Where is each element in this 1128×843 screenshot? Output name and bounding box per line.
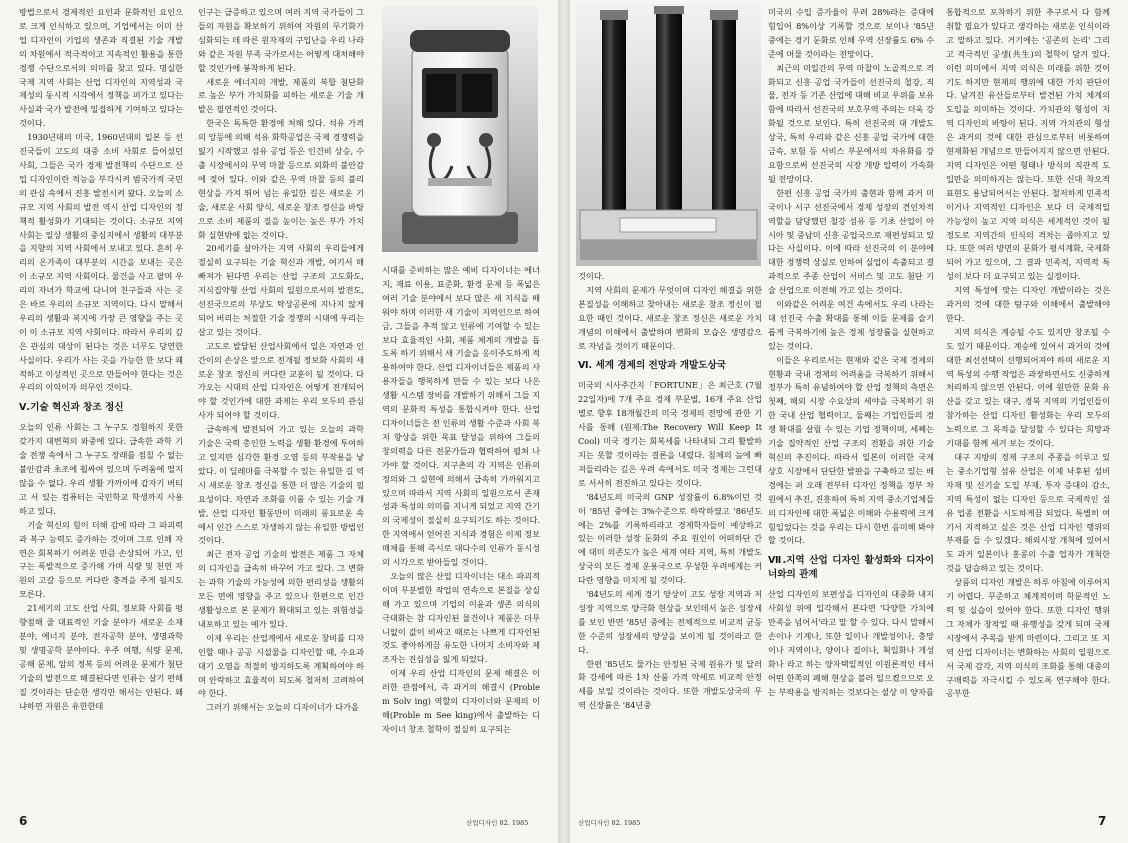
- paragraph: 지역 사회의 문제가 무엇이며 디자인 해결을 위한 본질성을 이해하고 찾아내는 새로운 창조 정신이 필요한 때인 것이다. 새로운 창조 정신은 새로운 가치 개념의 이해에서 출발하며 변화의 모습은 생명감으로 자넘을 것이기 때문이다.: [578, 284, 762, 351]
- right-col-1-top-paras: [578, 270, 762, 353]
- paragraph: 새로운 에너지의 개발, 제품의 복합 첨단화로 높은 부가 가치화를 피하는 새로운 기술 개발은 필연적인 것이다.: [198, 76, 364, 115]
- paragraph: 한국은 독특한 환경에 처해 있다. 석유 가격의 앙등에 의해 석유 화학공업은 국제 경쟁력을 잃기 시작했고 섬유 공업 등은 인건비 상승, 수출 시장에서의 무역 마찰 등으로 외화의 불안감에 젖어 있다. 이와 같은 무역 마찰 등의 불리 현상을 가져 뛰어 넘는 유일한 길은 새로운 기술, 새로운 사회 양식, 새로운 창조 정신을 바탕으로 소비 제품의 질을 높이는 높은 부가 가치화 실현밖에 없는 것이다.: [198, 118, 364, 240]
- gas-pump-illustration: [382, 6, 538, 252]
- paragraph: 산업 디자인의 보편성을 디자인의 대중화 내지 사회성 위에 입각해서 본다면 '다양한 가치에 만족을 넘어서'라고 말 할 수 있다. 다시 말해서 손이나 기계나, 또한 일이나 개발성이나, 충망이나 지역이나, 양이나 질이나, 획일화나 개성화나 라고 하는 양자택일적인 이원론적인 테서 어떤 한쪽의 폐해 현상을 볼러 일으켰으므로 오는 부작용을 방지하는 것보다는 설상 이 양자를: [768, 589, 934, 697]
- paragraph: 오늘의 많은 산업 디자이너는 대소 파괴적이며 무분별한 작업의 연속으로 본질을 상실해 가고 있으며 기업의 이윤과 생존 의식의 극대화는 참 디자인된 물건이나 제품은 더무니없이 값이 비싸고 때로는 나쁘게 디자인된 것도 좋아하게끔 유도한 나머지 소비자와 제조자는 진심성을 잃게 되었다.: [382, 570, 540, 665]
- right-page: [570, 0, 1128, 843]
- paragraph: 고도로 발달된 산업사회에서 일은 자연과 인간이의 손상은 앞으로 전개될 정보화 사회의 새로운 창조 정신의 커다란 교훈이 될 것이다. 다가오는 시대의 산업 디자인은 어떻게 전개되어야 할 것인가에 대한 과제는 우리 모두의 관심사가 되어야 할 것이다.: [198, 340, 364, 421]
- left-col-1-paras-2: [19, 421, 183, 713]
- paragraph: 이제 우리 산업 디자인의 문제 해결은 이러한 관점에서, 즉 과거의 해결시 (Proble m Solv ing) 역할의 디자이너와 문제의 이해(Proble m See king)에서 출발하는 디자이너 창조 철학이 절실히 요구되는: [382, 668, 540, 734]
- right-col-3: [946, 6, 1110, 806]
- paragraph: 인구는 급증하고 있으며 여러 지역 국가들이 그들의 자원을 확보하기 위하여 자원의 무기화가 심화되는 데 따른 원자재의 구입난을 우리 나라와 같은 자원 부족 국가로서는 어떻게 대처해야 할 것인가에 봉착하게 된다.: [198, 7, 364, 73]
- paragraph: '84년도의 미국의 GNP 성장률이 6.8%이던 것이 '85년 중에는 3%수준으로 하락하였고 '86년도에는 2%를 기록하리라고 경제학자들이 예상하고 있는 이러한 성장 둔화의 주요 원인이 어떠하단 간에 대미 의존도가 높은 세계 여타 지역, 특히 개발도상국의 모든 경제 운용국으로 무성한 우려에게는 커다란 영향을 미치게 될 것이다.: [578, 491, 762, 586]
- left-page: [0, 0, 558, 843]
- left-col-3: [382, 264, 540, 806]
- paragraph: 최근의 미일간의 무역 마찰이 노골적으로 격화되고 신흥 공업 국가들이 선진국의 철강, 직물, 전자 등 기존 산업에 대해 비교 우위를 보유함에 따라서 선진국의 보호무역 주의는 더욱 강화될 것으로 보인다. 특히 선진국의 대 개발도상국, 특히 우리와 같은 신흥 공업 국가에 대한 금속, 보험 등 서비스 부문에서의 자유화를 강요함으로써 선진국의 시장 개방 압력이 가속화 될 전망이다.: [768, 62, 934, 184]
- left-col-1: [19, 6, 183, 806]
- left-col-3-paras: [382, 264, 540, 737]
- paragraph: 통합적으로 포착하기 위한 추구로서 다 함께 취할 필요가 있다고 생각하는 새로운 인식이라고 말하고 있다. 거기에는 '공존의 논리' 그리고 적극적인 공생(共生)의 철학이 담겨 있다. 이런 의미에서 지역 의식은 미래를 위한 것이기도 하지만 현재의 행위에 대한 가치 판단이다. 남겨진 유산들로부터 발견된 가치 체계의 도입을 의미하는 것이다. 가치관의 형성이 지역 디자인의 바탕이 된다. 지역 가치관의 형성은 과거의 것에 대한 관심으로부터 비롯하여 현재화된 개념으로 만들어지지 않으면 안된다. 지역 디자인은 어떤 형태나 방식의 직관적 도입만을 의미하지는 않는다. 또한 신대 착오적 표현도 용납되어서는 안된다. 철저하게 민족적이거나 지역적인 디자인은 보다 더 국제적일 가능성이 높고 지역 의식은 세계적인 것이 될 정도로 지역간의 인식의 격차는 좁아지고 있다. 또한 여러 방면의 문화가 평셔계화, 국제화되어 가고 있으며, 그 결과 민족적, 지역적 특성이 보다 더 요구되고 있는 실정이다.: [946, 7, 1110, 282]
- paragraph: 한편 신흥 공업 국가의 출현과 함께 과거 미국이나 서구 선진국에서 경제 성장의 견인차적 역할을 담당했던 철강 섬유 등 기초 산업이 아시아 및 중남미 신흥 공업국으로 재편성되고 있다는 사실이다. 이에 따라 선진국의 이 분야에 대한 경쟁력 상실로 인하여 실업이 속출되고 결과적으로 주종 산업이 서비스 및 고도 첨단 기술 산업으로 이전해 가고 있는 것이다.: [768, 187, 934, 296]
- paragraph: 오늘의 인류 사회는 그 누구도 경험하지 못한 갖가지 대변혁의 와중에 있다. 급속한 과학 기술 전쟁 속에서 그 누구도 장래를 점칠 수 없는 불안감과 초조에 휩싸여 있으며 두려움에 떨지 않을 수 없다. 우리 생활 가까이에 갑자기 버티고 서 있는 컴퓨터는 국민학교 학생까지 사용하고 있다.: [19, 422, 183, 516]
- paragraph: 이제 우리는 산업계에서 새로운 창비를 디자인할 때나 공공 시설물을 디자인할 때, 수요과 대기 오염을 적절히 방지하도록 계획하여야 하며 안락하고 효율적이 되도록 철저히 고려하여야 한다.: [198, 632, 364, 699]
- page-number-left: 6: [19, 814, 28, 828]
- left-col-2: [198, 6, 364, 806]
- right-col-1-paras: [578, 379, 762, 713]
- left-col-1-paras: [19, 6, 183, 395]
- paragraph: 그러기 위해서는 오늘의 디자이너가 다가올: [206, 702, 359, 713]
- paragraph: 시대를 준비하는 많은 예비 디자이너는 에너지, 재료 이용, 표준화, 환경 문제 등 폭넓은 여러 기술 분야에서 보다 많은 새 지식을 배워야 하며 이러한 새 기술이 지역인으로 하여금, 그들을 추적 않고 인류에 기여할 수 있는 보다 효율적인 사회, 제품 체계의 개발을 돕도록 하기 위해서 새 기술을 응이주도하게 적용하여야 한다. 산업 디자이너들은 제품의 사용자들을 행복하게 만들 수 있는 보다 나은 생활 시스템 장비를 개발하기 위해서 그들 지역의 문화적 특성을 통합시켜야 한다. 산업 디자이너들은 전 인류의 생활 수준과 사회 복지 향상을 위한 목표 달성을 위하여 그들의 창의력을 다른 전문가들과 협력하여 펼쳐 나가야 할 것이다. 지구촌의 각 지역은 인류의 정의와 그 실현에 의해서 급속히 가까워지고 있으며 따라서 지역 사회의 일원으로서 존재성과 특성의 의미를 지니게 되었고 지역 간기의 국제성이 절실히 요구되기도 하는 것이다. 한 지역에서 얻어진 지식과 경험은 이제 정보 매체를 통해 즉시로 대다수의 인류가 동시성의 시각으로 받아들일 것이다.: [382, 265, 540, 568]
- paragraph: 1930년대의 미국, 1960년대의 일본 등 선진국들이 고도의 대중 소비 사회로 들어섰던 사회, 그들은 국가 경제 발전책의 수단으로 산업 디자인이란 적능을 부각시켜 범국가적 국민의 관심 속에서 진흥 발전시켜 왔다. 오늘의 소규모 지역 사회의 발전 역시 산업 디자인의 정책적 활성화가 기대되는 것이다. 소규모 지역 사회는 일상 생활의 중심지에서 생활의 대부분을 지향의 지역 사회에서 보내고 있다. 흔히 우리의 온가족이 대부분의 시간을 보내는 곳은 이 소규모 지역 사회이다. 물건을 사고 팔며 우리의 자녀가 학교에 다니며 친구들과 사는 곳은 바로 우리의 소규모 지역이다. 다시 말해서 우리의 생활과 복지에 가장 큰 영향을 주는 곳이 이 소규모 지역 사회이다. 따라서 우리의 깊은 관심의 대상이 된다는 것은 너무도 당연한 사실이다. 우리가 사는 곳을 가능한 한 보다 쾌적하고 이상적인 곳으로 만들어야 한다는 것은 우리의 이익이자 의무인 것이다.: [19, 132, 183, 393]
- paragraph: 20세기를 살아가는 지역 사회의 우리들에게 절실히 요구되는 기술 혁신과 개발, 여기서 해빠져가 된다면 우리는 산업 구조의 고도화도, 지식집약형 산업 사회의 일원으로서의 발전도, 선진국으로의 부상도 탁상공론에 지나지 않게 되어 버리는 처절한 기술 경쟁의 시대에 우리는 살고 있는 것이다.: [198, 243, 364, 337]
- column-equipment-photo: [576, 4, 761, 266]
- section-heading-5: Ⅴ.기술 혁신과 창조 정신: [19, 402, 124, 414]
- page-number-right: 7: [1098, 814, 1107, 828]
- paragraph: 것이다.: [578, 271, 605, 281]
- paragraph: 상품의 디자인 개발은 하루 아침에 이루어지기 어렵다. 꾸준하고 체계적이며 학문적인 노력 및 실습이 있어야 한다. 또한 디자인 행위 그 자체가 창작일 때 유행성을 갖게 되며 국제 시장에서 주목을 받게 마련이다. 그리고 또 지역 산업 디자이너는 변화하는 사회의 일원으로서 국제 감각, 지역 의식의 조화를 통해 대중의 구매력을 자극시킬 수 있도록 연구해야 한다. 공부한: [946, 577, 1110, 699]
- paragraph: 21세기의 고도 산업 사회, 정보화 사회를 평향점해 줄 대표적인 기술 분야가 새로운 소재 분야, 에너지 분야, 전자공학 분야, 생명과학 및 생명공학 분야이다. 우주 여행, 식량 문제, 공해 문제, 암의 정복 등의 어려운 문제가 첨단 기술의 발전으로 해결된다면 인류는 살기 편해질 것이라는 단순한 생각만 해서는 안된다. 왜냐하면 자원은 유한한데: [19, 603, 183, 711]
- paragraph: 지역 의식은 계승될 수도 있지만 창조될 수도 있기 때문이다. 계승에 있어서 과거의 것에 대한 최선선택이 선행되어져야 하며 새로운 지역 특성의 수행 작업은 과장하면서도 신중하게 처리하지 않으면 안된다. 이에 원만한 문화 유산을 갖고 있는 대구, 경북 지역의 기업인들이 참가하는 산업 디자인 활성화는 우리 모두의 노력으로 그 목적을 달성할 수 있다는 희망과 기대를 함께 세겨 보는 것이다.: [946, 326, 1110, 449]
- paragraph: 한편 '85년도 물가는 안정된 국제 원유가 및 달러화 강세에 따른 1차 산품 가격 약세로 비교적 안정세를 보일 것이라는 것이다. 또한 개발도상국의 무역 신장률은 '84년중: [578, 658, 762, 711]
- right-col-2: [768, 6, 934, 806]
- section-heading-6: Ⅵ. 세계 경제의 전망과 개발도상국: [578, 360, 727, 372]
- paragraph: 이들은 우리로서는 현재와 같은 국제 경제의 현황과 국내 경제의 어려움을 극복하기 위해서 정부가 특히 유념하여야 할 산업 정책의 측면은 첫째, 해외 시장 수요상의 세야을 극복하기 위한 국내 산업 협력이고, 둘째는 기업인들의 경쟁 확대를 살릴 수 있는 기업 정책이며, 세째는 기술 집약적인 산업 구조의 전환을 위한 기술 혁신의 추진이다. 따라서 일본이 이러한 국제 상호 시장에서 단단한 발판을 구축하고 있는 배경에는 퍼 오래 전부터 디자인 정책을 정부 차원에서 추진, 진흥하여 특히 지역 중소기업체들의 디자인에 대한 폭넓은 이해와 수용력에 크게 힘입었다는 것을 우리는 다시 한번 음미해 봐야 할 것이다.: [768, 354, 934, 546]
- left-col-2-paras: [198, 6, 364, 715]
- right-col-1: [578, 270, 762, 806]
- paragraph: 미국의 수입 증가율이 무려 28%라는 증대에 힘입어 8%이상 기록할 것으로 보이나 '85년 중에는 경기 둔화로 인해 무역 신장률도 6% 수준에 머물 것이라는 전망이다.: [768, 7, 934, 59]
- gutter: [558, 0, 570, 843]
- paragraph: 기술 혁신의 힘이 더해 감에 따라 그 파괴력과 복구 능력도 증가하는 것이며 그로 인해 자연은 회복하기 어려운 만큼 손상되어 가고, 인구는 폭발적으로 증가해 가며 식량 및 천연 자원의 고갈 등으로 커다란 충격을 주게 될지도 모른다.: [19, 519, 183, 600]
- chromatography-columns-illustration: [576, 4, 761, 266]
- paragraph: '84년도의 세계 경기 양상이 고도 성장 지역과 저성장 지역으로 양극화 현상을 보인데서 높은 성장세를 보인 반면 '85년 중에는 전체적으로 비교적 균등한 수준의 성장세의 양상을 보이게 될 것이라고 한다.: [578, 589, 762, 655]
- paragraph: 미국의 시사주간지「FORTUNE」은 최근호 (7월 22일자)에 7개 주요 경제 부문별, 16개 주요 산업별로 향후 18개월간의 미국 경제의 전망에 관한 기사를 통해 (원제:The Recovery Will Keep It Cool) 미국 경기는 회복세를 나타내되 그리 활발하지는 못할 것이라는 결론을 내렸다. 침체의 늪에 빠져들리라는 깊은 우려 속에서도 미국 경제는 그런대로 서서히 전진하고 있다는 것이다.: [578, 380, 762, 488]
- paragraph: 급속하게 발전되어 가고 있는 오늘의 과학 기술은 국력 총인한 노력을 생활 환경에 투여하고 있지만 심각한 환경 오염 등의 부작용을 낳았다. 이 딜레마를 극복할 수 있는 유일한 길 역시 새로운 창조 정신을 통한 더 많은 기술의 필요성이다. 자연과 조화를 이룰 수 있는 기술 개발, 산업 디자인 활동만이 미래의 풍요로운 속에서 인간 스스로 자생하지 않는 유일한 방법인 것이다.: [198, 424, 364, 546]
- right-col-2-paras: [768, 6, 934, 548]
- paragraph: 대구 지방의 경제 구조의 주종을 이루고 있는 중소기업형 섬유 산업은 이제 낙후된 섬비 자재 및 신기술 도입 부재, 투자 증대의 감소, 지역 특성이 없는 디자인 등으로 국제적인 섬유 업종 전환을 시도하게끔 되었다. 특별히 여기서 지적하고 싶은 것은 산업 디자인 행위의 부재를 들 수 있겠다. 해외시장 개척에 있어서도 과거 일본이나 홍콩의 수출 업자가 개척한 것을 답습하고 있는 것이다.: [946, 452, 1110, 574]
- right-col-2-paras-2: [768, 588, 934, 699]
- gas-pump-photo: [382, 6, 538, 252]
- paragraph: 방법으로서 경제적인 요인과 문화적인 요인으로 크게 인식하고 있으며, 기업에서는 이미 산업 디자인이 기업의 생존과 직결된 기술 개발의 차원에서 적극적이고 지속적인 활용을 통한 경쟁 수단으로서의 의미를 찾고 있다. 명실한 국제 지역 사회는 산업 디자인의 지역성과 국제성의 동시적 시각에서 정책을 펴가고 있다는 사실과 국가 발전에 밀접하게 기여하고 있다는 것이다.: [19, 7, 183, 129]
- section-heading-7: Ⅶ.지역 산업 디자인 활성화와 디자이너와의 관계: [768, 555, 934, 581]
- right-col-3-paras: [946, 6, 1110, 701]
- footer-left: 산업디자인 82. 1985: [466, 819, 529, 827]
- footer-right: 산업디자인 82. 1985: [578, 819, 641, 827]
- paragraph: 이와같은 어려운 여건 속에서도 우리 나라는 대 선진국 수출 확대를 통해 이들 문제를 슬기롭게 극복하기에 높은 경제 성장률을 실현하고 있는 것이다.: [768, 299, 934, 351]
- paragraph: 지역 특성에 맞는 디자인 개발이라는 것은 과거의 것에 대한 탐구와 이해에서 출발해야 한다.: [946, 285, 1110, 323]
- paragraph: 최근 전자 공업 기술의 발전은 제품 그 자체의 디자인을 급속히 바꾸어 가고 있다. 그 변화는 과학 기술의 가능성에 의한 편리성을 생활의 모든 면에 영향을 주고 있으나 한편으로 인간 생활성으로 본 문제가 확대되고 있는 위험성을 내포하고 있는 예가 있다.: [198, 549, 364, 629]
